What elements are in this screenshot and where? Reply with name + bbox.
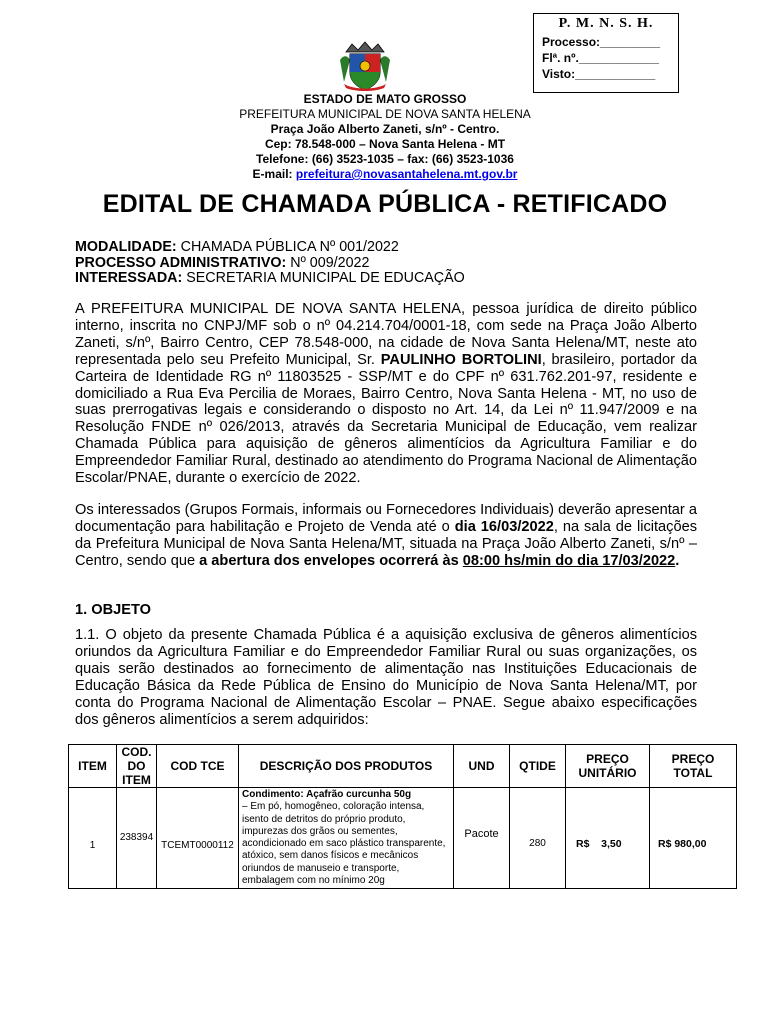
meta-processo — [75, 255, 369, 271]
col-qtde: QTIDE — [510, 745, 566, 788]
header-state: ESTADO DE MATO GROSSO — [303, 92, 467, 106]
deadline-date: dia 16/03/2022 — [454, 518, 554, 535]
items-table — [68, 744, 737, 889]
section-objeto-text: 1.1. O objeto da presente Chamada Pública é a aquisição exclusiva de gêneros alimentícios oriundos da Agricultura Familiar e do Empreendedor Familiar Rural ou suas organizações, os quais serão destinados ao fornecimento de alimentação nas Instituições Educacionais de Educação Básica da Rede Pública de Ensino do Município de Nova Santa Helena/MT, por conta do Programa Nacional de Alimentação Escolar – PNAE. Segue abaixo especificações dos gêneros alimentícios a serem adquiridos: — [75, 627, 697, 728]
col-cod-item: COD. DO ITEM — [117, 745, 157, 788]
col-preco-total: PREÇO TOTAL — [650, 745, 737, 788]
cell-preco-unitario: R$ 3,50 — [566, 788, 650, 889]
col-und: UND — [454, 745, 510, 788]
col-descricao: DESCRIÇÃO DOS PRODUTOS — [239, 745, 454, 788]
stamp-visto: Visto:____________ — [542, 67, 656, 81]
header-address: Praça João Alberto Zaneti, s/nº - Centro. — [270, 122, 500, 136]
col-cod-tce: COD TCE — [157, 745, 239, 788]
col-preco-unitario: PREÇO UNITÁRIO — [566, 745, 650, 788]
section-heading-objeto: 1. OBJETO — [75, 602, 151, 618]
table-row — [69, 788, 737, 889]
intro-paragraph — [75, 301, 697, 487]
second-end: . — [675, 552, 680, 569]
cell-preco-total: R$ 980,00 — [650, 788, 737, 889]
modalidade-label: MODALIDADE: — [75, 239, 177, 255]
deadline-paragraph — [75, 502, 697, 570]
opening-datetime: 08:00 hs/min do dia 17/03/2022 — [462, 552, 676, 569]
processo-label: PROCESSO ADMINISTRATIVO: — [75, 255, 287, 271]
modalidade-value: CHAMADA PÚBLICA Nº 001/2022 — [180, 239, 399, 255]
desc-text: – Em pó, homogêneo, coloração intensa, isento de detritos do próprio produto, impurezas dos grãos ou sementes, acondicionado em saco plástico transparente, atóxico, sem danos físicos e mecânicos oriundos de manuseio e transporte, embalagem com no mínimo 20g — [242, 801, 446, 887]
second-part2: , na sala de licitações da Prefeitura Municipal de Nova Santa Helena/MT, situada na Praça João Alberto Zaneti, s/nº – Centro, sendo que — [75, 518, 697, 569]
header-phone: Telefone: (66) 3523-1035 – fax: (66) 3523-1036 — [256, 152, 514, 166]
protocol-stamp — [533, 13, 679, 93]
intro-part1: A PREFEITURA MUNICIPAL DE NOVA SANTA HELENA, pessoa jurídica de direito público interno, inscrita no CNPJ/MF sob o nº 04.214.704/0001-18, com sede na Praça João Alberto Zaneti, s/nº, Bairro Centro, CEP 78.548-000, na cidade de Nova Santa Helena/MT, neste ato representada pelo seu Prefeito Municipal, Sr. — [75, 301, 697, 368]
meta-interessada — [75, 270, 465, 286]
opening-text: a abertura dos envelopes ocorrerá às — [199, 552, 459, 569]
email-label: E-mail: — [252, 167, 293, 181]
municipal-crest-icon — [338, 38, 392, 92]
mayor-name: PAULINHO BORTOLINI — [380, 351, 542, 368]
interessada-value: SECRETARIA MUNICIPAL DE EDUCAÇÃO — [186, 270, 465, 286]
cell-item: 1 — [69, 788, 117, 889]
cell-descricao — [239, 788, 454, 889]
stamp-processo: Processo:_________ — [542, 35, 661, 49]
desc-title: Condimento: Açafrão curcunha 50g — [242, 789, 412, 800]
email-link[interactable]: prefeitura@novasantahelena.mt.gov.br — [295, 167, 518, 181]
document-title: EDITAL DE CHAMADA PÚBLICA - RETIFICADO — [102, 190, 668, 218]
stamp-fls: Flª. nº.____________ — [542, 51, 659, 65]
second-part1: Os interessados (Grupos Formais, informais ou Fornecedores Individuais) deverão apresentar a documentação para habilitação e Projeto de Venda até o — [75, 502, 697, 535]
cell-codtce: TCEMT0000112 — [157, 788, 239, 889]
header-prefeitura: PREFEITURA MUNICIPAL DE NOVA SANTA HELENA — [239, 107, 531, 121]
header-cep: Cep: 78.548-000 – Nova Santa Helena - MT — [264, 137, 506, 151]
cell-cod: 238394 — [117, 788, 157, 889]
header-email-line — [0, 167, 770, 182]
cell-und: Pacote — [454, 788, 510, 889]
meta-modalidade — [75, 239, 399, 255]
table-header-row — [69, 745, 737, 788]
intro-part2: , brasileiro, portador da Carteira de Identidade RG nº 11803525 - SSP/MT e do CPF nº 631.762.201-97, residente e domiciliado a Rua Eva Percilia de Moraes, Bairro Centro, Nova Santa Helena - MT, no uso de suas prerrogativas legais e considerando o disposto no Art. 14, da Lei nº 11.947/2009 e na Resolução FNDE nº 026/2013, através da Secretaria Municipal de Educação, vem realizar Chamada Pública para aquisição de gêneros alimentícios da Agricultura Familiar e do Empreendedor Familiar Rural, destinado ao atendimento do Programa Nacional de Alimentação Escolar/PNAE, durante o exercício de 2022. — [75, 351, 697, 487]
col-item: ITEM — [69, 745, 117, 788]
stamp-title: P. M. N. S. H. — [558, 16, 654, 31]
processo-value: Nº 009/2022 — [290, 255, 370, 271]
cell-qtde: 280 — [510, 788, 566, 889]
interessada-label: INTERESSADA: — [75, 270, 183, 286]
